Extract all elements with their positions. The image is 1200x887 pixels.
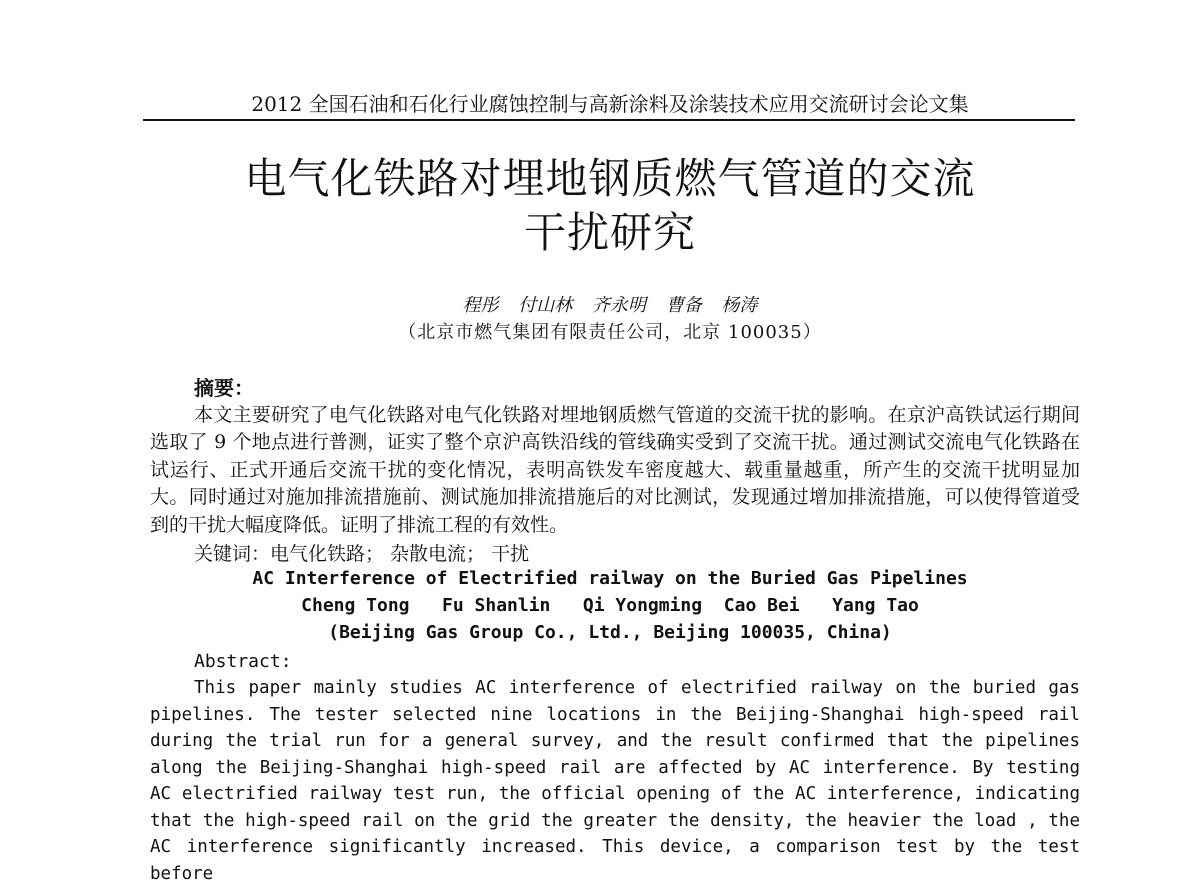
english-affiliation: (Beijing Gas Group Co., Ltd., Beijing 100035, China) xyxy=(328,622,892,643)
paper-title-line-2: 干扰研究 xyxy=(523,208,696,257)
author-affiliation: （北京市燃气集团有限责任公司，北京 100035） xyxy=(398,322,822,343)
abstract-body-zh: 本文主要研究了电气化铁路对电气化铁路对埋地钢质燃气管道的交流干扰的影响。在京沪高铁试运行期间选取了 9 个地点进行普测，证实了整个京沪高铁沿线的管线确实受到了交流干扰。通过测试交流电气化铁路在试运行、正式开通后交流干扰的变化情况，表明高铁发车密度越大、载重量越重，所产生的交流干扰明显加大。同时通过对施加排流措施前、测试施加排流措施后的对比测试，发现通过增加排流措施，可以使得管道受到的干扰大幅度降低。证明了排流工程的有效性。 xyxy=(150,404,1080,536)
abstract-heading-zh: 摘要： xyxy=(194,376,254,400)
english-authors: Cheng Tong Fu Shanlin Qi Yongming Cao Bei Yang Tao xyxy=(301,595,919,616)
paper-title-line-1: 电气化铁路对埋地钢质燃气管道的交流 xyxy=(244,154,976,203)
author-list: 程彤 付山林 齐永明 曹备 杨涛 xyxy=(462,295,758,316)
running-header: 2012 全国石油和石化行业腐蚀控制与高新涂料及涂装技术应用交流研讨会论文集 xyxy=(251,92,969,116)
paper-title xyxy=(150,152,1070,260)
abstract-label-en: Abstract: xyxy=(194,651,292,672)
keywords-zh: 关键词：电气化铁路； 杂散电流； 干扰 xyxy=(194,543,530,565)
english-title: AC Interference of Electrified railway on the Buried Gas Pipelines xyxy=(252,568,968,589)
abstract-body-en: This paper mainly studies AC interference of electrified railway on the buried gas pipelines. The tester selected nine locations in the Beijing-Shanghai high-speed rail during the trial run for a general survey, and the result confirmed that the pipelines along the Beijing-Shanghai high-speed rail are affected by AC interference. By testing AC electrified railway test run, the official opening of the AC interference, indicating that the high-speed rail on the grid the greater the density, the heavier the load , the AC interference significantly increased. This device, a comparison test by the test before xyxy=(150,678,1080,884)
header-divider xyxy=(143,119,1075,121)
